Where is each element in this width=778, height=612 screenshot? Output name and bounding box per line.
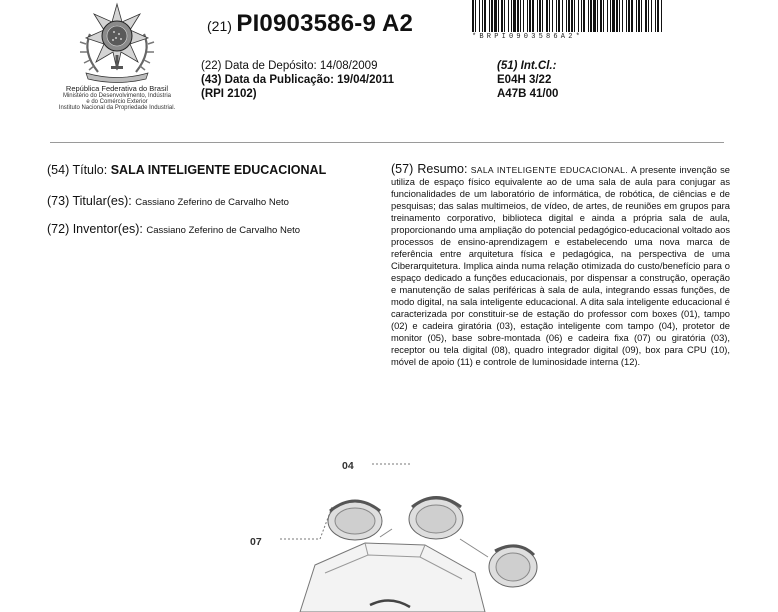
barcode-bar [537, 0, 538, 32]
int-cl-code: A47B 41/00 [497, 88, 559, 100]
chair-icon [489, 546, 537, 587]
barcode-bar [616, 0, 618, 32]
figure-label-07: 07 [250, 536, 262, 548]
barcode-bar [504, 0, 505, 32]
barcode [470, 0, 668, 34]
barcode-bar [562, 0, 563, 32]
barcode-bar [475, 0, 476, 32]
chair-icon [409, 498, 463, 540]
barcode-bar [661, 0, 662, 32]
barcode-bar [638, 0, 640, 32]
barcode-bar [484, 0, 486, 32]
barcode-bar [523, 0, 524, 32]
barcode-bar [607, 0, 608, 32]
barcode-bar [657, 0, 659, 32]
seal-caption-line3: e do Comércio Exterior [86, 99, 148, 106]
barcode-bar [651, 0, 652, 32]
seal-caption-line2: Ministério do Desenvolvimento, Indústria [62, 92, 172, 99]
barcode-bar [612, 0, 615, 32]
barcode-bar [645, 0, 647, 32]
publication-date-row [201, 73, 394, 87]
barcode-bar [578, 0, 579, 32]
deposit-date-label: (22) Data de Depósito: [201, 60, 317, 72]
barcode-bar [546, 0, 548, 32]
barcode-bar [655, 0, 656, 32]
deposit-date-row [201, 59, 394, 73]
abstract-text: A presente invenção se utiliza de espaço físico equivalente ao de uma sala de aula para conjugar as funcionalidades de um laboratório de informática, de robótica, de ciências e de pesquisas; das salas multimeios, de vídeo, de artes, de reuniões em grupos para treinamento corporativo, biblioteca digital e ainda a própria sala de aula, proporcionando uma ampliação do potencial pedagógico-educacional voltado aos processos de ensino-aprendizagem e estabelecendo uma nova marca de referência entre arquitetura física e pedagógica, na perspectiva de uma Ciberarquitetura. Implica ainda numa relação otimizada do custo/benefício para o espaço dedicado a funções educacionais, por dispensar a construção, operação e manutenção de salas periféricas à sala de aula, integrando essas funções, de modo digital, na sala inteligente educacional. A dita sala inteligente educacional é caracterizada por constituir-se de estação do professor com boxes (01), tampo (02) e cadeira giratória (03), estação inteligente com tampo (04), protetor de monitor (05), base sobre-montada (06) e cadeira fixa (07) ou giratória (03), receptor ou tela digital (08), quadro integrador digital (09), box para CPU (10), móvel de apoio (11) e controle de luminosidade interna (12). [391, 165, 730, 367]
abstract-label: (57) Resumo: [391, 162, 468, 176]
int-cl-code: E04H 3/22 [497, 74, 552, 86]
barcode-bar [549, 0, 550, 32]
international-classification [497, 59, 558, 101]
barcode-bar [622, 0, 623, 32]
barcode-text: *BRPI0903586A2* [472, 33, 584, 41]
publication-date-value: 19/04/2011 [337, 74, 395, 86]
barcode-bar [597, 0, 598, 32]
barcode-bar [542, 0, 543, 32]
holder-value: Cassiano Zeferino de Carvalho Neto [135, 197, 289, 208]
inventor-label: (72) Inventor(es): [47, 222, 143, 236]
barcode-bar [472, 0, 474, 32]
barcode-bar [593, 0, 596, 32]
barcode-bar [529, 0, 531, 32]
barcode-bar [574, 0, 575, 32]
barcode-bar [619, 0, 620, 32]
inventor-field [47, 222, 300, 236]
barcode-bar [648, 0, 649, 32]
abstract-title: SALA INTELIGENTE EDUCACIONAL. [470, 165, 628, 175]
publication-code: (21) [207, 18, 232, 34]
publication-number-value: PI0903586-9 A2 [236, 10, 414, 37]
barcode-bar [532, 0, 534, 32]
barcode-bar [482, 0, 483, 32]
barcode-bar [527, 0, 528, 32]
title-value: SALA INTELIGENTE EDUCACIONAL [110, 163, 327, 177]
barcode-bar [491, 0, 493, 32]
barcode-bar [626, 0, 627, 32]
barcode-bar [590, 0, 592, 32]
publication-date-label: (43) Data da Publicação: [201, 74, 334, 86]
classroom-station-drawing [250, 455, 580, 612]
barcode-bar [631, 0, 633, 32]
barcode-bar [479, 0, 480, 32]
dates-block [201, 59, 394, 101]
chair-icon [328, 501, 382, 540]
figure-label-04: 04 [342, 460, 354, 472]
barcode-bar [603, 0, 604, 32]
barcode-bar [636, 0, 637, 32]
barcode-bar [511, 0, 512, 32]
abstract [391, 163, 730, 368]
barcode-bar [628, 0, 630, 32]
barcode-bar [501, 0, 503, 32]
deposit-date-value: 14/08/2009 [319, 60, 378, 72]
brazil-coat-of-arms-icon [72, 0, 162, 84]
barcode-bar [508, 0, 509, 32]
barcode-bar [498, 0, 499, 32]
barcode-bar [583, 0, 585, 32]
barcode-bar [571, 0, 573, 32]
inventor-value: Cassiano Zeferino de Carvalho Neto [146, 225, 301, 236]
barcode-bar [600, 0, 602, 32]
barcode-bar [494, 0, 497, 32]
barcode-bar [610, 0, 611, 32]
holder-field [47, 194, 289, 208]
barcode-bar [517, 0, 519, 32]
seal-caption-line4: Instituto Nacional da Propriedade Industrial. [58, 105, 176, 112]
barcode-bar [520, 0, 521, 32]
barcode-bar [556, 0, 557, 32]
seal-caption [44, 85, 190, 112]
publication-number [207, 10, 413, 38]
title-field [47, 163, 326, 177]
holder-label: (73) Titular(es): [47, 194, 132, 208]
seal-caption-line1: República Federativa do Brasil [65, 84, 169, 93]
barcode-bar [566, 0, 567, 32]
barcode-bar [558, 0, 560, 32]
leader-line [280, 507, 332, 539]
barcode-bar [539, 0, 541, 32]
barcode-bar [588, 0, 589, 32]
barcode-bar [552, 0, 553, 32]
barcode-bar [581, 0, 582, 32]
barcode-bar [513, 0, 516, 32]
barcode-bar [641, 0, 642, 32]
title-label: (54) Título: [47, 163, 108, 177]
barcode-bar [568, 0, 570, 32]
header-divider [50, 142, 724, 143]
rpi-number: (RPI 2102) [201, 88, 257, 100]
int-cl-label: (51) Int.Cl.: [497, 60, 557, 72]
barcode-bar [489, 0, 490, 32]
